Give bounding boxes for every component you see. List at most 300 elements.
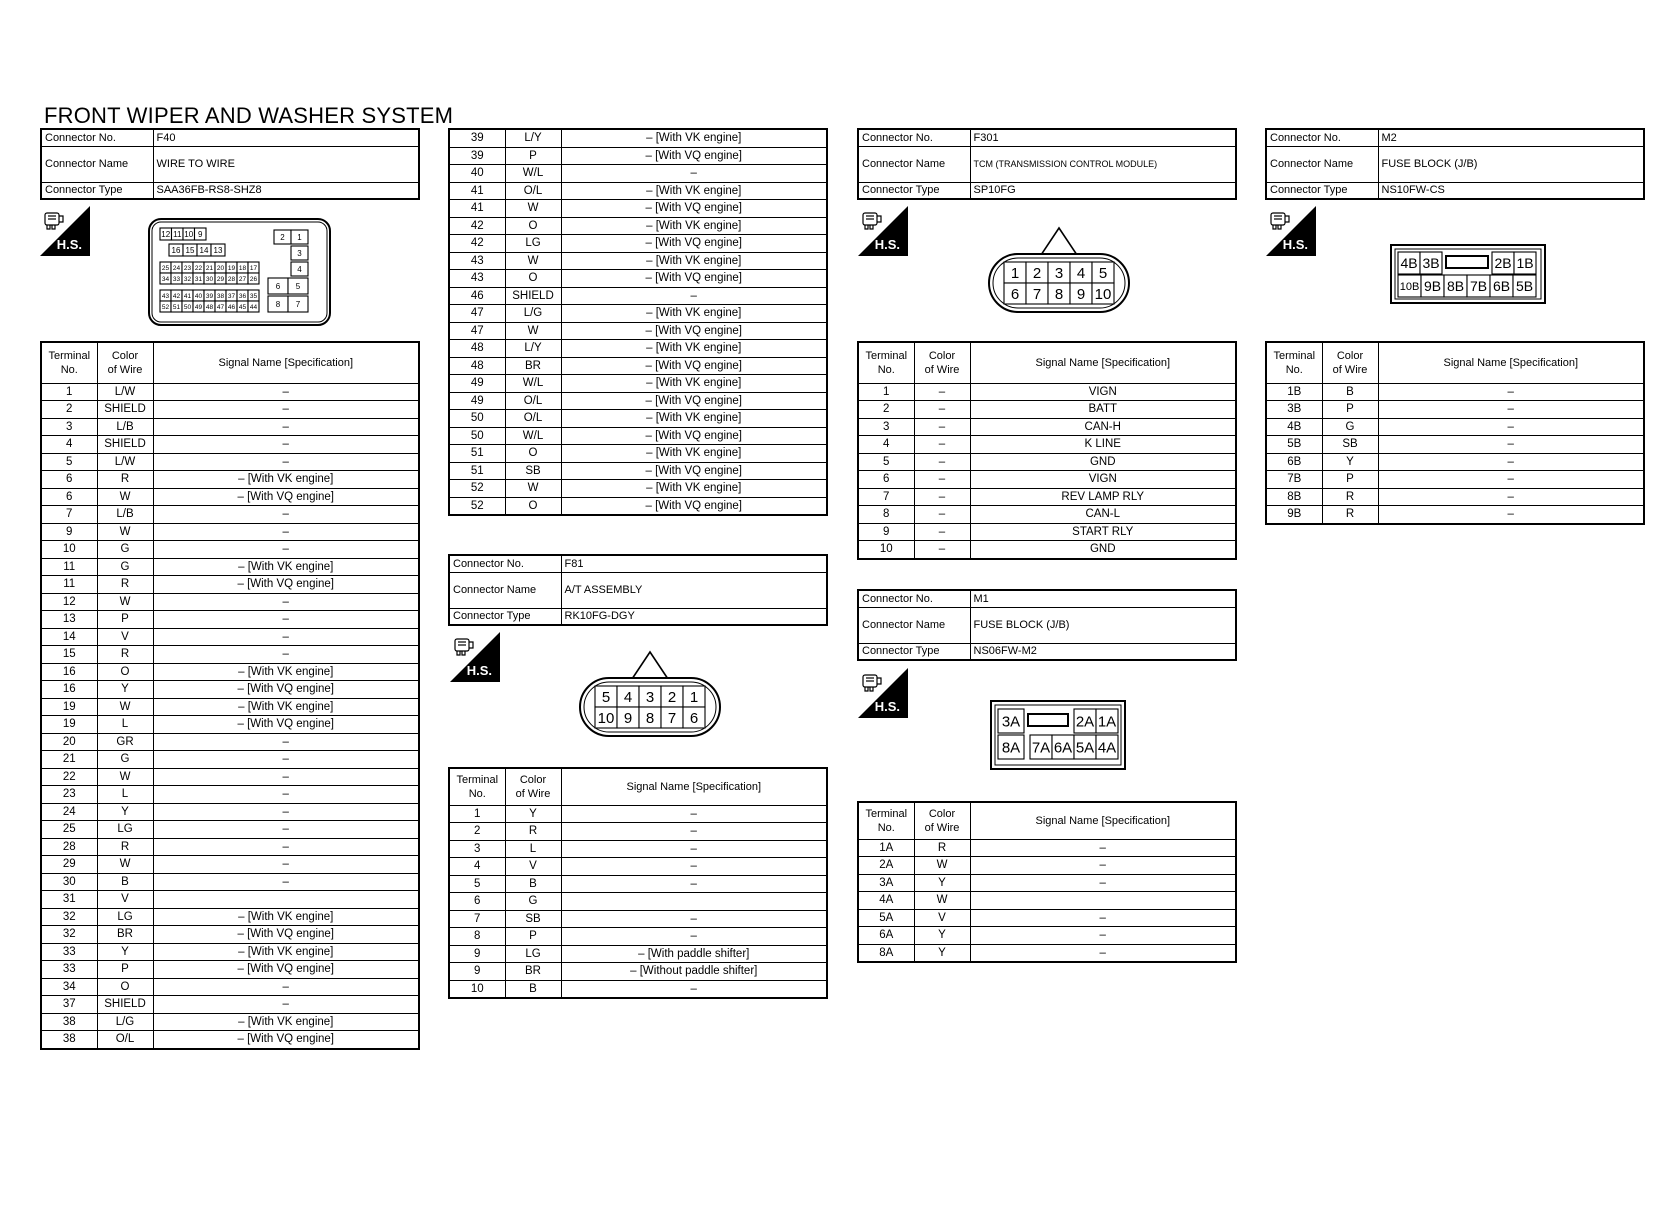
pin-label: 6 — [689, 709, 699, 727]
f40-face-svg — [148, 218, 331, 326]
signal-name-cell: – — [153, 873, 419, 891]
pin-label: 38 — [216, 292, 225, 300]
signal-name-cell: – [Without paddle shifter] — [561, 963, 827, 981]
pin-label: 3 — [297, 248, 302, 258]
hs-icon — [858, 206, 908, 256]
signal-name-cell: – [With VQ engine] — [153, 961, 419, 979]
signal-name-cell: – — [153, 821, 419, 839]
table-row — [449, 340, 827, 358]
connector-pin — [182, 290, 193, 301]
terminal-no-header: Terminal No. — [449, 768, 505, 805]
signal-name-cell: – [With VK engine] — [153, 558, 419, 576]
wire-color-cell: L/B — [97, 418, 153, 436]
terminal-no-cell: 39 — [449, 129, 505, 147]
terminal-no-cell: 38 — [41, 1013, 97, 1031]
connector-pin — [1074, 709, 1096, 733]
harness-icon-glyph — [863, 213, 881, 229]
pin-label: 50 — [183, 303, 192, 311]
terminal-no-cell: 2A — [858, 857, 914, 875]
wire-color-cell: R — [97, 838, 153, 856]
signal-name-cell: – — [1378, 418, 1644, 436]
connector-pin — [226, 290, 237, 301]
terminal-no-cell: 8A — [858, 944, 914, 962]
pin-label: 36 — [238, 292, 247, 300]
signal-name-cell: – — [153, 383, 419, 401]
signal-name-cell: – [With VQ engine] — [153, 926, 419, 944]
terminal-no-cell: 48 — [449, 340, 505, 358]
terminal-no-cell: 16 — [41, 681, 97, 699]
connector-pin — [683, 686, 705, 707]
connector-pin — [1070, 262, 1092, 283]
pin-label: 2A — [1075, 713, 1095, 731]
signal-name-cell: – — [561, 823, 827, 841]
signal-name-cell: – [With VK engine] — [561, 129, 827, 147]
connector-pin — [215, 290, 226, 301]
signal-name-cell: – [With VK engine] — [561, 182, 827, 200]
table-row — [449, 200, 827, 218]
key-slot — [1028, 714, 1068, 726]
wire-color-cell: R — [1322, 488, 1378, 506]
pin-label: 49 — [194, 303, 203, 311]
terminal-no-cell: 50 — [449, 427, 505, 445]
table-row — [858, 488, 1236, 506]
table-row — [858, 418, 1236, 436]
connector-pin — [1026, 262, 1048, 283]
pin-label: 12 — [161, 229, 171, 239]
table-row — [858, 523, 1236, 541]
connector-name-value: TCM (TRANSMISSION CONTROL MODULE) — [970, 146, 1236, 182]
signal-name-cell: – — [970, 909, 1236, 927]
wire-color-cell: V — [914, 909, 970, 927]
wire-color-cell: Y — [97, 681, 153, 699]
signal-name-cell: – [With VK engine] — [561, 410, 827, 428]
wire-color-cell: R — [97, 646, 153, 664]
terminal-no-cell: 8 — [449, 928, 505, 946]
pin-label: 32 — [183, 275, 192, 283]
wire-color-cell: Y — [914, 944, 970, 962]
terminal-no-cell: 7B — [1266, 471, 1322, 489]
connector-no-value: F81 — [561, 555, 827, 572]
connector-pin — [171, 301, 182, 312]
signal-name-cell: – — [153, 838, 419, 856]
connector-type-value: RK10FG-DGY — [561, 608, 827, 625]
wire-color-cell: G — [97, 558, 153, 576]
table-row — [858, 892, 1236, 910]
connector-pin — [237, 301, 248, 312]
pin-label: 40 — [194, 292, 203, 300]
color-of-wire-header: Color of Wire — [97, 342, 153, 383]
pin-label: 39 — [205, 292, 214, 300]
terminal-no-cell: 24 — [41, 803, 97, 821]
signal-name-cell: – [With VK engine] — [153, 471, 419, 489]
signal-name-cell: – — [561, 805, 827, 823]
table-row — [449, 217, 827, 235]
connector-pin — [268, 278, 288, 294]
signal-name-cell: GND — [970, 453, 1236, 471]
pin-label: 27 — [238, 275, 247, 283]
wire-color-cell: – — [914, 436, 970, 454]
connector-pin — [226, 273, 237, 284]
pin-label: 7 — [295, 299, 301, 309]
terminal-no-cell: 37 — [41, 996, 97, 1014]
pin-table-f40 — [40, 341, 420, 1050]
terminal-no-cell: 49 — [449, 375, 505, 393]
table-row — [449, 427, 827, 445]
connector-pin — [172, 228, 184, 240]
wire-color-cell: B — [97, 873, 153, 891]
signal-name-cell: – [With VK engine] — [153, 1013, 419, 1031]
signal-name-cell: – — [153, 523, 419, 541]
hs-label: H.S. — [1282, 237, 1308, 252]
signal-name-cell: – — [153, 436, 419, 454]
terminal-no-cell: 6 — [858, 471, 914, 489]
signal-name-cell: – — [153, 453, 419, 471]
signal-name-cell: – — [1378, 401, 1644, 419]
signal-name-cell: – — [153, 628, 419, 646]
color-of-wire-header: Color of Wire — [505, 768, 561, 805]
pin-table-f40-continued — [448, 128, 828, 516]
pin-table-m2 — [1265, 341, 1645, 525]
table-row — [41, 453, 419, 471]
signal-name-cell: – — [561, 910, 827, 928]
wire-color-cell: BR — [505, 357, 561, 375]
signal-name-cell: – [With VK engine] — [153, 908, 419, 926]
table-row — [41, 418, 419, 436]
terminal-no-header: Terminal No. — [858, 802, 914, 839]
terminal-no-cell: 1 — [449, 805, 505, 823]
terminal-no-cell: 51 — [449, 462, 505, 480]
signal-name-cell: – [With VQ engine] — [153, 681, 419, 699]
table-row — [449, 980, 827, 998]
connector-pin — [1513, 275, 1536, 297]
pin-label: 9 — [623, 709, 633, 727]
signal-name-cell: – — [561, 980, 827, 998]
terminal-no-cell: 4A — [858, 892, 914, 910]
connector-pin — [1074, 735, 1096, 759]
terminal-no-cell: 52 — [449, 497, 505, 515]
signal-name-cell: – — [153, 506, 419, 524]
wire-color-cell: O — [505, 217, 561, 235]
terminal-no-header: Terminal No. — [1266, 342, 1322, 383]
connector-pin — [237, 290, 248, 301]
pin-label: 6 — [1010, 285, 1020, 303]
table-row — [449, 928, 827, 946]
table-row — [858, 453, 1236, 471]
table-row — [41, 558, 419, 576]
connector-pin — [1096, 735, 1118, 759]
harness-icon-glyph — [1271, 213, 1289, 229]
signal-name-cell: – — [970, 857, 1236, 875]
table-row — [41, 488, 419, 506]
wire-color-cell: R — [1322, 506, 1378, 524]
connector-diagram-f301 — [987, 222, 1131, 316]
terminal-no-cell: 33 — [41, 961, 97, 979]
table-row — [449, 305, 827, 323]
terminal-no-cell: 6B — [1266, 453, 1322, 471]
pin-label: 28 — [227, 275, 236, 283]
wire-color-cell: LG — [505, 945, 561, 963]
wire-color-cell: V — [97, 628, 153, 646]
wire-color-cell: L/W — [97, 453, 153, 471]
terminal-no-cell: 9 — [449, 963, 505, 981]
pin-label: 7B — [1469, 278, 1488, 295]
pin-label: 5B — [1515, 278, 1534, 295]
table-row — [41, 733, 419, 751]
pin-label: 10 — [597, 709, 615, 727]
connector-no-value: M2 — [1378, 129, 1644, 146]
m2-face-svg — [1390, 244, 1546, 304]
signal-name-cell: – — [1378, 506, 1644, 524]
harness-icon-glyph — [863, 675, 881, 691]
connector-type-label: Connector Type — [449, 608, 561, 625]
pin-label: 51 — [172, 303, 181, 311]
terminal-no-cell: 3A — [858, 874, 914, 892]
hs-label: H.S. — [874, 699, 900, 714]
terminal-no-cell: 9 — [41, 523, 97, 541]
pin-label: 8 — [1054, 285, 1064, 303]
table-row — [1266, 436, 1644, 454]
connector-pin — [160, 301, 171, 312]
pin-label: 47 — [216, 303, 225, 311]
wire-color-cell: G — [97, 751, 153, 769]
connector-pin — [291, 262, 308, 276]
terminal-no-cell: 13 — [41, 611, 97, 629]
table-row — [449, 357, 827, 375]
table-row — [41, 401, 419, 419]
wire-color-cell: P — [97, 611, 153, 629]
pin-label: 19 — [227, 264, 236, 272]
signal-name-cell: – — [561, 875, 827, 893]
wire-color-cell: G — [97, 541, 153, 559]
pin-label: 7 — [1032, 285, 1042, 303]
wire-color-cell: SB — [505, 462, 561, 480]
signal-name-cell: – — [561, 928, 827, 946]
connector-no-label: Connector No. — [858, 590, 970, 607]
connector-pin — [1026, 283, 1048, 304]
connector-pin — [1444, 275, 1467, 297]
connector-pin — [204, 290, 215, 301]
pin-label: 2 — [1032, 264, 1042, 282]
signal-name-cell: REV LAMP RLY — [970, 488, 1236, 506]
wire-color-cell: W — [97, 488, 153, 506]
table-row — [41, 436, 419, 454]
terminal-no-cell: 8 — [858, 506, 914, 524]
signal-name-cell: – [With VK engine] — [561, 252, 827, 270]
connector-info-f81 — [448, 554, 828, 626]
connector-diagram-m2 — [1390, 244, 1546, 304]
terminal-no-cell: 23 — [41, 786, 97, 804]
connector-type-label: Connector Type — [1266, 182, 1378, 199]
pin-label: 13 — [213, 245, 223, 255]
wire-color-cell: O — [97, 663, 153, 681]
table-row — [41, 471, 419, 489]
wire-color-cell: W — [914, 857, 970, 875]
terminal-no-cell: 6 — [41, 488, 97, 506]
pin-label: 46 — [227, 303, 236, 311]
pin-label: 52 — [161, 303, 170, 311]
connector-pin — [1048, 262, 1070, 283]
terminal-no-cell: 4 — [41, 436, 97, 454]
table-row — [449, 129, 827, 147]
terminal-no-cell: 4B — [1266, 418, 1322, 436]
table-row — [449, 270, 827, 288]
hs-label: H.S. — [874, 237, 900, 252]
wire-color-cell: R — [505, 823, 561, 841]
wire-color-cell: W — [505, 322, 561, 340]
wire-color-cell: O/L — [505, 182, 561, 200]
table-row — [858, 909, 1236, 927]
connector-type-label: Connector Type — [858, 182, 970, 199]
wire-color-cell: W — [97, 856, 153, 874]
connector-pin — [215, 273, 226, 284]
wire-color-cell: W — [97, 523, 153, 541]
pin-label: 10 — [1094, 285, 1112, 303]
connector-no-label: Connector No. — [1266, 129, 1378, 146]
pin-label: 15 — [185, 245, 195, 255]
pin-label: 7 — [667, 709, 677, 727]
table-row — [858, 401, 1236, 419]
terminal-no-cell: 25 — [41, 821, 97, 839]
pin-label: 3A — [1001, 713, 1021, 731]
wire-color-cell: Y — [97, 943, 153, 961]
terminal-no-cell: 5 — [41, 453, 97, 471]
connector-diagram-m1 — [990, 700, 1126, 770]
pin-label: 43 — [161, 292, 170, 300]
terminal-no-cell: 8B — [1266, 488, 1322, 506]
table-row — [41, 1031, 419, 1049]
connector-no-label: Connector No. — [41, 129, 153, 146]
terminal-no-cell: 51 — [449, 445, 505, 463]
pin-label: 44 — [249, 303, 258, 311]
connector-type-value: NS10FW-CS — [1378, 182, 1644, 199]
terminal-no-cell: 39 — [449, 147, 505, 165]
pin-label: 16 — [171, 245, 181, 255]
connector-pin — [1070, 283, 1092, 304]
terminal-no-cell: 42 — [449, 235, 505, 253]
wire-color-cell: L/Y — [505, 129, 561, 147]
signal-name-cell: – — [1378, 453, 1644, 471]
connector-pin — [595, 707, 617, 728]
table-row — [41, 663, 419, 681]
terminal-no-cell: 31 — [41, 891, 97, 909]
terminal-no-cell: 2 — [449, 823, 505, 841]
connector-pin — [169, 244, 183, 256]
terminal-no-cell: 14 — [41, 628, 97, 646]
pin-label: 48 — [205, 303, 214, 311]
table-row — [41, 838, 419, 856]
table-row — [1266, 488, 1644, 506]
terminal-no-cell: 10 — [858, 541, 914, 559]
table-row — [41, 628, 419, 646]
connector-no-value: F301 — [970, 129, 1236, 146]
pin-label: 5A — [1075, 739, 1095, 757]
wire-color-cell: G — [1322, 418, 1378, 436]
connector-pin — [268, 296, 288, 312]
pin-label: 23 — [183, 264, 192, 272]
signal-name-cell: – [With VQ engine] — [153, 488, 419, 506]
connector-pin — [1490, 275, 1513, 297]
signal-name-cell: – [With VQ engine] — [561, 322, 827, 340]
wire-color-cell: Y — [914, 927, 970, 945]
signal-name-cell: – — [153, 541, 419, 559]
pin-label: 4B — [1400, 255, 1418, 272]
pin-label: 2 — [280, 232, 285, 242]
pin-label: 8 — [275, 299, 281, 309]
wire-color-cell: Y — [97, 803, 153, 821]
pin-table-f301 — [857, 341, 1237, 560]
connector-pin — [248, 290, 259, 301]
connector-pin — [1048, 283, 1070, 304]
hs-icon — [1266, 206, 1316, 256]
terminal-no-cell: 12 — [41, 593, 97, 611]
terminal-no-cell: 32 — [41, 926, 97, 944]
signal-name-cell: K LINE — [970, 436, 1236, 454]
color-of-wire-header: Color of Wire — [914, 342, 970, 383]
terminal-no-cell: 6A — [858, 927, 914, 945]
terminal-no-cell: 3 — [449, 840, 505, 858]
signal-name-cell: – [With VK engine] — [561, 445, 827, 463]
table-row — [449, 840, 827, 858]
pin-label: 1 — [297, 232, 302, 242]
terminal-no-cell: 7 — [449, 910, 505, 928]
pin-label: 18 — [238, 264, 247, 272]
wire-color-cell: SHIELD — [97, 436, 153, 454]
terminal-no-cell: 41 — [449, 182, 505, 200]
signal-name-cell: – — [153, 803, 419, 821]
terminal-no-cell: 4 — [858, 436, 914, 454]
wire-color-cell: SHIELD — [97, 401, 153, 419]
table-row — [41, 908, 419, 926]
pin-label: 1 — [1010, 264, 1020, 282]
signal-name-cell: – [With VQ engine] — [153, 576, 419, 594]
pin-label: 17 — [249, 264, 258, 272]
terminal-no-cell: 19 — [41, 698, 97, 716]
connector-pin — [1398, 252, 1420, 274]
pin-label: 3B — [1422, 255, 1440, 272]
pin-label: 26 — [249, 275, 258, 283]
wire-color-cell: P — [505, 147, 561, 165]
table-row — [449, 375, 827, 393]
signal-name-cell — [970, 892, 1236, 910]
signal-name-header: Signal Name [Specification] — [561, 768, 827, 805]
pin-label: 10B — [1399, 280, 1420, 293]
signal-name-cell: – [With VQ engine] — [153, 716, 419, 734]
connector-pin — [171, 262, 182, 273]
signal-name-header: Signal Name [Specification] — [1378, 342, 1644, 383]
table-row — [449, 182, 827, 200]
terminal-no-cell: 32 — [41, 908, 97, 926]
signal-name-cell: – — [1378, 488, 1644, 506]
pin-label: 1A — [1097, 713, 1117, 731]
pin-label: 4A — [1097, 739, 1117, 757]
table-row — [41, 523, 419, 541]
f301-face-svg — [987, 222, 1131, 316]
table-row — [41, 821, 419, 839]
table-row — [858, 383, 1236, 401]
pin-table-m1 — [857, 801, 1237, 963]
connector-pin — [1398, 275, 1421, 297]
terminal-no-cell: 19 — [41, 716, 97, 734]
signal-name-cell: – — [970, 874, 1236, 892]
pin-label: 9B — [1423, 278, 1442, 295]
signal-name-cell: – [With VQ engine] — [153, 1031, 419, 1049]
connector-pin — [182, 273, 193, 284]
connector-name-label: Connector Name — [858, 607, 970, 643]
table-row — [449, 392, 827, 410]
terminal-no-cell: 1 — [858, 383, 914, 401]
terminal-no-cell: 1B — [1266, 383, 1322, 401]
connector-pin — [248, 301, 259, 312]
